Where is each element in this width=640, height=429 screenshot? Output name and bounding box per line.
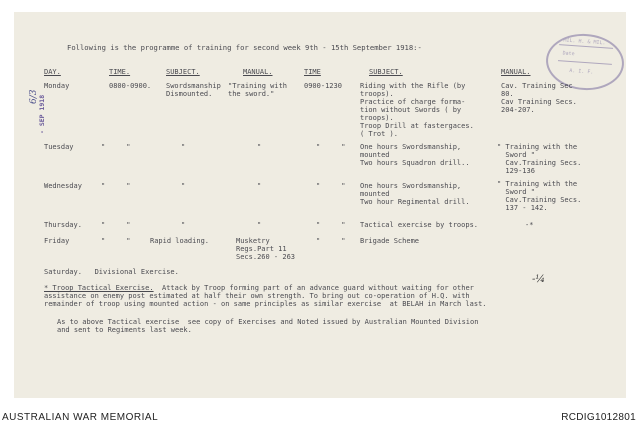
stamp-text-mid: Date [562,50,575,58]
header-subject-2: SUBJECT. [369,68,403,76]
row-thursday-ditto: " " [316,221,346,229]
row-friday-ditto: " " [101,237,131,245]
stamp-text-bottom: A. I. F. [569,67,594,76]
row-tuesday-ditto: " [181,143,186,151]
document-page [14,12,626,398]
row-thursday-ditto: " [181,221,186,229]
document-heading: Following is the programme of training for second week 9th - 15th September 1918:- [67,43,422,52]
row-thursday-ditto: " [257,221,262,229]
stamp-text-top: MIL. H. & MIL. [563,37,606,47]
row-monday-day: Monday [44,82,70,90]
row-wednesday-day: Wednesday [44,182,82,190]
row-wednesday-manual-2: " Training with the Sword " Cav.Training Secs. 137 - 142. [497,180,582,212]
stamp-rule [558,60,612,65]
date-stamp-text: - SEP 1918 [38,94,46,134]
header-time-1: TIME. [109,68,131,76]
note-title: * Troop Tactical Exercise. [44,284,154,292]
row-wednesday-ditto: " [181,182,186,190]
margin-note: 6/3 [29,89,39,104]
row-friday-manual-1: Musketry Regs.Part 11 Secs.260 - 263 [236,237,296,261]
row-friday-subject-1: Rapid loading. [150,237,210,245]
row-wednesday-ditto: " [257,182,262,190]
date-stamp [29,89,70,164]
row-tuesday-day: Tuesday [44,143,74,151]
row-friday-day: Friday [44,237,70,245]
row-friday-ditto: " " [316,237,346,245]
header-manual-1: MANUAL. [243,68,273,76]
row-monday-manual-2: Cav. Training Sec 80. Cav Training Secs. 204-207. [501,82,577,114]
archive-footer [0,409,640,429]
header-day: DAY. [44,68,61,76]
row-thursday-day: Thursday. [44,221,82,229]
row-friday-subject-2: Brigade Scheme [360,237,420,245]
row-saturday: Saturday. Divisional Exercise. [44,268,179,276]
row-monday-manual-1: "Training with the sword." [228,82,288,98]
row-wednesday-ditto: " " [101,182,131,190]
header-time-2: TIME [304,68,321,76]
row-wednesday-subject-2: One hours Swordsmanship, mounted Two hour Regimental drill. [360,182,470,206]
row-tuesday-subject-2: One hours Swordsmanship, mounted Two hours Squadron drill.. [360,143,470,167]
note-reference: As to above Tactical exercise see copy of Exercises and Noted issued by Australian Mounted Division and sent to Regiments last week. [57,318,479,334]
row-tuesday-ditto: " " [316,143,346,151]
row-monday-time-2: 0900-1230 [304,82,342,90]
row-thursday-ditto: " " [101,221,131,229]
row-tuesday-ditto: " " [101,143,131,151]
note-body: Attack by Troop forming part of an advance guard without waiting for other assistance on enemy post estimated at half their own strength. To bring out co-operation of H.Q. with remainder of troop using mounted action - on same principles as similar exercise at BELAH in March last. [44,284,487,308]
row-thursday-subject-2: Tactical exercise by troops. [360,221,479,229]
handwritten-mark: -¼ [532,274,546,285]
header-manual-2: MANUAL. [501,68,531,76]
row-wednesday-ditto: " " [316,182,346,190]
row-tuesday-ditto: " [257,143,262,151]
row-monday-time-1: 0800-0900. [109,82,152,90]
row-monday-subject-1: Swordsmanship Dismounted. [166,82,221,98]
footer-record-id: RCDIG1012801 [561,412,636,423]
row-thursday-manual-2: -* [525,221,534,229]
header-subject-1: SUBJECT. [166,68,200,76]
footer-institution: AUSTRALIAN WAR MEMORIAL [2,412,159,423]
row-monday-subject-2: Riding with the Rifle (by troops). Practice of charge forma- tion without Swords ( by troops). Troop Drill at fastergaces. ( Trot ). [360,82,474,138]
row-tuesday-manual-2: " Training with the Sword " Cav.Training Secs. 129-136 [497,143,582,175]
